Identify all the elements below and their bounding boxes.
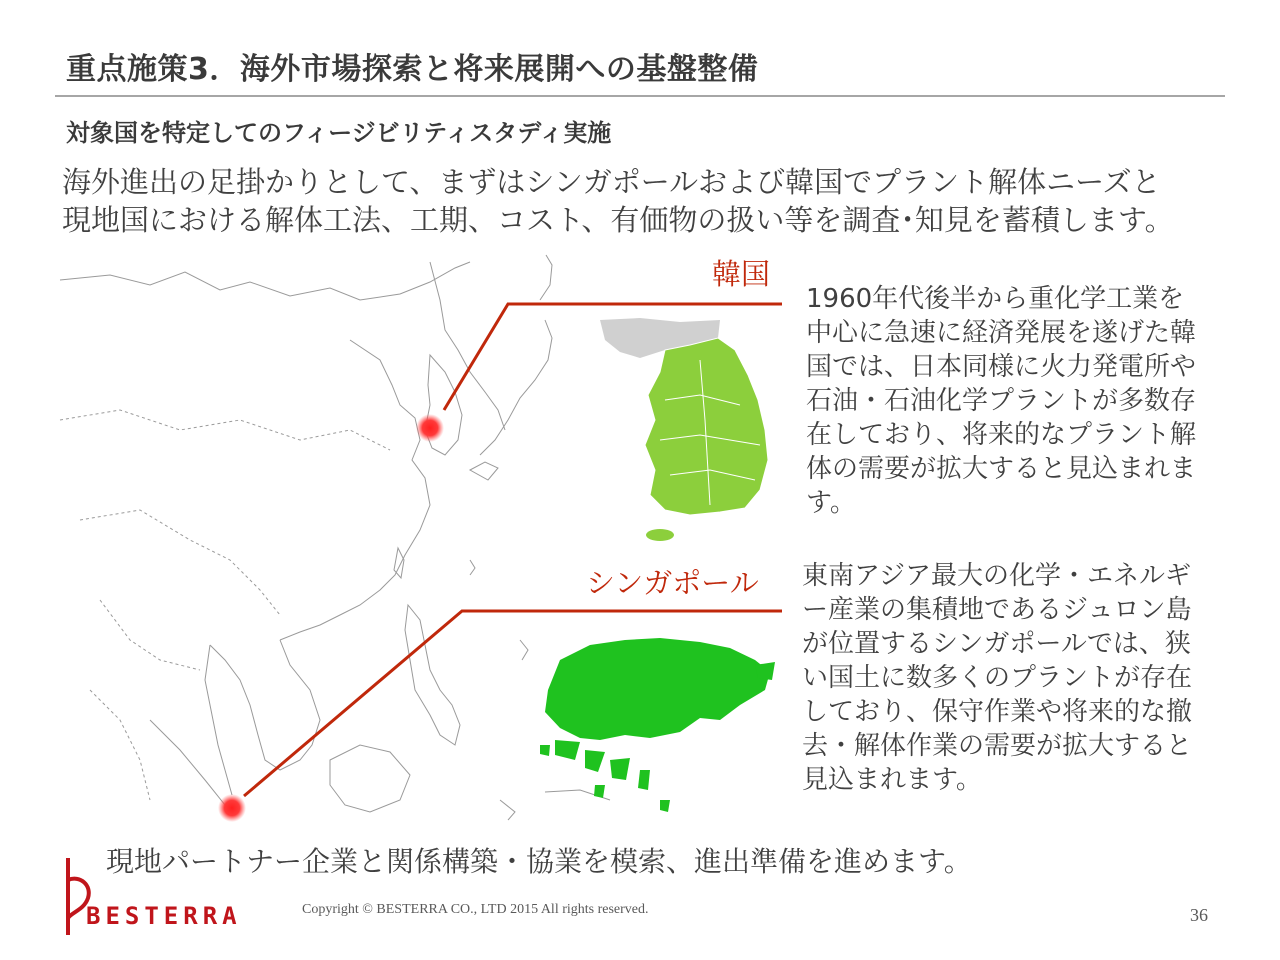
page-number: 36 (1190, 905, 1208, 925)
singapore-desc-line: 見込まれます。 (802, 765, 982, 795)
closing-statement: 現地パートナー企業と関係構築・協業を模索、進出準備を進めます。 (106, 845, 972, 878)
singapore-label: シンガポール (586, 566, 759, 600)
page-title: 重点施策3．海外市場探索と将来展開への基盤整備 (66, 52, 759, 87)
singapore-desc-line: 東南アジア最大の化学・エネルギ (802, 561, 1191, 591)
copyright-notice: Copyright © BESTERRA CO., LTD 2015 All rights reserved. (302, 902, 649, 917)
intro-line-2: 現地国における解体工法、工期、コスト、有価物の扱い等を調査･知見を蓄積します。 (62, 203, 1174, 237)
singapore-location-marker (218, 794, 246, 822)
singapore-desc-line: しており、保守作業や将来的な撤 (802, 697, 1193, 727)
korea-desc-line: 国では、日本同様に火力発電所や (806, 352, 1197, 382)
singapore-desc-line: ー産業の集積地であるジュロン島 (802, 595, 1192, 625)
korea-desc-line: 体の需要が拡大すると見込まれま (806, 454, 1197, 484)
jeju-island (646, 529, 674, 541)
korea-location-marker (416, 414, 444, 442)
korea-desc-line: 中心に急速に経済発展を遂げた韓 (806, 318, 1197, 348)
korea-desc-line: 1960年代後半から重化学工業を (806, 284, 1185, 314)
korea-map (600, 318, 768, 541)
korea-desc-line: 石油・石油化学プラントが多数存 (806, 386, 1197, 416)
asia-outline-map (60, 255, 610, 820)
korea-description (806, 282, 1196, 520)
page-subtitle: 対象国を特定してのフィージビリティスタディ実施 (66, 119, 612, 147)
korea-label: 韓国 (712, 257, 771, 291)
intro-line-1: 海外進出の足掛かりとして、まずはシンガポールおよび韓国でプラント解体ニーズと (62, 165, 1161, 199)
korea-desc-line: 在しており、将来的なプラント解 (806, 420, 1197, 450)
brand-logo-text: BESTERRA (86, 902, 242, 930)
south-korea-region (645, 338, 768, 515)
singapore-desc-line: が位置するシンガポールでは、狭 (802, 629, 1191, 659)
korea-desc-line: す。 (806, 488, 856, 518)
singapore-main-island (545, 638, 770, 740)
singapore-description (802, 559, 1192, 797)
singapore-desc-line: 去・解体作業の需要が拡大すると (802, 731, 1193, 761)
singapore-desc-line: い国土に数多くのプラントが存在 (802, 663, 1193, 693)
singapore-map (540, 638, 775, 812)
